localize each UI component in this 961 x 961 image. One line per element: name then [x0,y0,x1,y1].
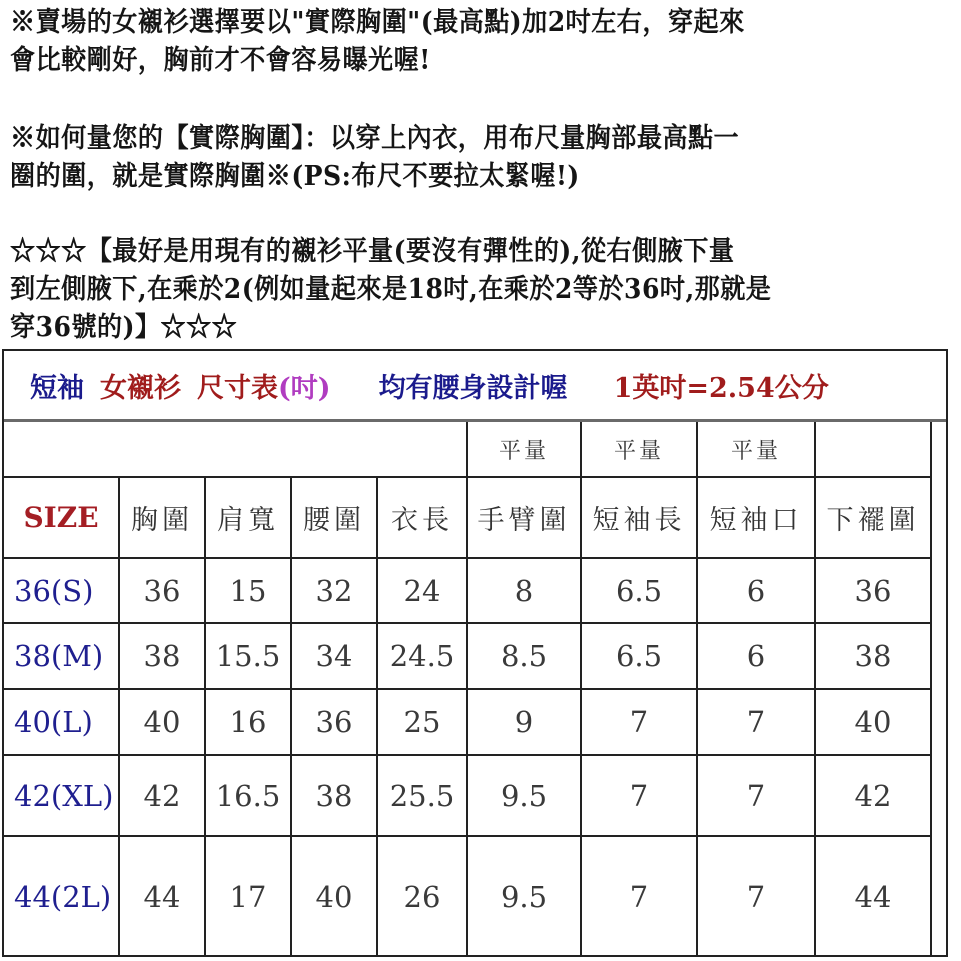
note-line-5: ☆☆☆【最好是用現有的襯衫平量(要沒有彈性的),從右側腋下量 [10,236,735,267]
sleeve-opening-cell: 7 [698,690,816,754]
size-cell: 36(S) [4,559,120,622]
empty-cell [816,422,932,476]
sleeve-opening-cell: 7 [698,756,816,835]
waist-cell: 40 [292,837,378,956]
table-title-row [4,351,946,422]
header-row [4,478,932,559]
flat-note-row [4,422,932,478]
length-cell: 26 [378,837,468,956]
shoulder-cell: 16.5 [206,756,292,835]
sleeve-opening-cell: 6 [698,624,816,688]
table-right-margin [930,422,946,955]
size-cell: 40(L) [4,690,120,754]
hem-cell: 42 [816,756,932,835]
header-length: 衣長 [378,478,468,557]
note-line-4: 圈的圍，就是實際胸圍※(PS:布尺不要拉太緊喔!) [10,161,580,192]
shoulder-cell: 15.5 [206,624,292,688]
header-waist: 腰圍 [292,478,378,557]
empty-cell [4,422,468,476]
sleeve-length-cell: 7 [582,690,698,754]
table-row [4,559,932,624]
waist-cell: 34 [292,624,378,688]
arm-cell: 9.5 [468,756,582,835]
table-row [4,690,932,756]
sleeve-opening-cell: 7 [698,837,816,956]
size-cell: 42(XL) [4,756,120,835]
length-cell: 24 [378,559,468,622]
header-shoulder: 肩寬 [206,478,292,557]
title-womens-shirt: 女襯衫 [100,372,181,404]
sleeve-opening-cell: 6 [698,559,816,622]
title-short-sleeve: 短袖 [30,372,84,404]
waist-cell: 32 [292,559,378,622]
header-sleeve-length: 短袖長 [582,478,698,557]
size-cell: 44(2L) [4,837,120,956]
note-line-3: ※如何量您的【實際胸圍】：以穿上內衣，用布尺量胸部最高點一 [10,123,740,154]
arm-cell: 8 [468,559,582,622]
note-line-7: 穿36號的)】☆☆☆ [10,312,238,343]
hem-cell: 44 [816,837,932,956]
bust-cell: 44 [120,837,206,956]
header-hem: 下襬圍 [816,478,932,557]
shoulder-cell: 15 [206,559,292,622]
title-waist-design: 均有腰身設計喔 [378,372,568,404]
flat-note-sleeve-opening: 平量 [698,422,816,476]
shoulder-cell: 17 [206,837,292,956]
note-line-2: 會比較剛好，胸前才不會容易曝光喔! [10,45,431,76]
title-unit: (吋) [278,372,331,404]
header-bust: 胸圍 [120,478,206,557]
flat-note-sleeve-length: 平量 [582,422,698,476]
sleeve-length-cell: 7 [582,837,698,956]
hem-cell: 40 [816,690,932,754]
waist-cell: 36 [292,690,378,754]
hem-cell: 36 [816,559,932,622]
size-chart-table [2,349,948,957]
bust-cell: 36 [120,559,206,622]
sleeve-length-cell: 6.5 [582,559,698,622]
arm-cell: 9 [468,690,582,754]
bust-cell: 38 [120,624,206,688]
header-sleeve-opening: 短袖口 [698,478,816,557]
sleeve-length-cell: 6.5 [582,624,698,688]
length-cell: 25 [378,690,468,754]
waist-cell: 38 [292,756,378,835]
title-size-chart: 尺寸表 [197,372,278,404]
table-row [4,624,932,690]
bust-cell: 42 [120,756,206,835]
size-cell: 38(M) [4,624,120,688]
header-arm: 手臂圍 [468,478,582,557]
flat-note-arm: 平量 [468,422,582,476]
arm-cell: 9.5 [468,837,582,956]
arm-cell: 8.5 [468,624,582,688]
header-size: SIZE [4,478,120,557]
table-row [4,756,932,837]
note-line-6: 到左側腋下,在乘於2(例如量起來是18吋,在乘於2等於36吋,那就是 [10,274,772,305]
title-conversion: 1英吋=2.54公分 [613,372,829,404]
bust-cell: 40 [120,690,206,754]
length-cell: 24.5 [378,624,468,688]
table-row [4,837,932,956]
shoulder-cell: 16 [206,690,292,754]
length-cell: 25.5 [378,756,468,835]
sleeve-length-cell: 7 [582,756,698,835]
note-line-1: ※賣場的女襯衫選擇要以"實際胸圍"(最高點)加2吋左右，穿起來 [10,7,745,38]
intro-notes [10,4,955,347]
hem-cell: 38 [816,624,932,688]
size-grid [4,422,932,956]
